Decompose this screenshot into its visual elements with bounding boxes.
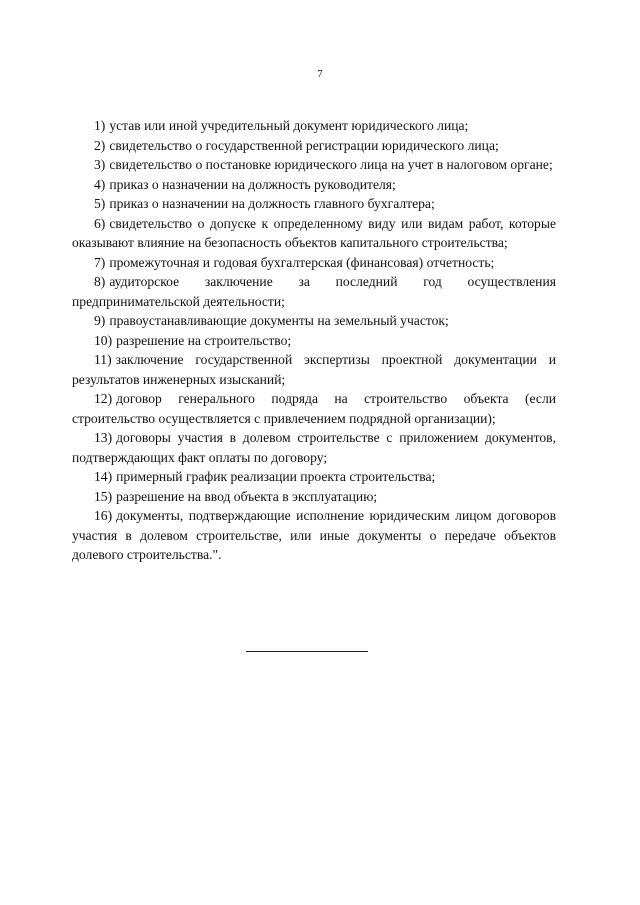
item-number: 14) (94, 469, 113, 484)
list-item (72, 155, 556, 175)
item-number: 15) (94, 488, 113, 504)
list-item (72, 389, 556, 428)
item-text: документы, подтверждающие исполнение юридическим лицом договоров участия в долевом строительстве, или иные документы о передаче объектов долевого строительства.". (72, 508, 556, 562)
item-number: 7) (94, 254, 106, 270)
list-item (72, 311, 556, 331)
item-text: правоустанавливающие документы на земельный участок; (109, 313, 449, 328)
item-text: устав или иной учредительный документ юридического лица; (109, 118, 469, 133)
item-number: 9) (94, 313, 106, 328)
list-item (72, 331, 556, 351)
item-text: примерный график реализации проекта строительства; (116, 469, 436, 484)
item-text: разрешение на строительство; (116, 332, 292, 348)
item-number: 12) (94, 391, 113, 406)
item-text: приказ о назначении на должность главного бухгалтера; (109, 196, 435, 211)
item-text: договоры участия в долевом строительстве с приложением документов, подтверждающих факт оплаты по договору; (72, 430, 556, 465)
item-number: 4) (94, 176, 106, 192)
item-number: 2) (94, 137, 106, 153)
list-item (72, 506, 556, 565)
document-list (72, 116, 556, 565)
list-item (72, 175, 556, 195)
item-text: свидетельство о допуске к определенному виду или видам работ, которые оказывают влияние на безопасность объектов капитального строительства; (72, 215, 556, 250)
list-item (72, 214, 556, 253)
list-item (72, 350, 556, 389)
list-item (72, 428, 556, 467)
item-text: приказ о назначении на должность руководителя; (109, 176, 396, 192)
end-divider-line (246, 651, 368, 652)
item-text: заключение государственной экспертизы проектной документации и результатов инженерных изысканий; (72, 352, 556, 387)
item-number: 10) (94, 332, 113, 348)
item-number: 8) (94, 274, 106, 289)
item-text: аудиторское заключение за последний год осуществления предпринимательской деятельности; (72, 274, 556, 309)
list-item (72, 467, 556, 487)
item-number: 16) (94, 508, 113, 523)
item-text: промежуточная и годовая бухгалтерская (финансовая) отчетность; (109, 254, 495, 270)
item-text: свидетельство о государственной регистрации юридического лица; (109, 137, 499, 153)
item-text: разрешение на ввод объекта в эксплуатацию; (116, 488, 378, 504)
page-number: 7 (317, 68, 323, 80)
item-number: 13) (94, 430, 113, 445)
item-text: свидетельство о постановке юридического лица на учет в налоговом органе; (109, 157, 553, 172)
list-item (72, 253, 556, 273)
item-number: 5) (94, 196, 106, 211)
item-number: 3) (94, 157, 106, 172)
list-item (72, 487, 556, 507)
item-number: 11) (94, 352, 112, 367)
item-number: 6) (94, 215, 106, 231)
item-text: договор генерального подряда на строительство объекта (если строительство осуществляется с привлечением подрядной организации); (72, 391, 556, 426)
list-item (72, 116, 556, 136)
list-item (72, 272, 556, 311)
list-item (72, 136, 556, 156)
item-number: 1) (94, 118, 106, 133)
list-item (72, 194, 556, 214)
